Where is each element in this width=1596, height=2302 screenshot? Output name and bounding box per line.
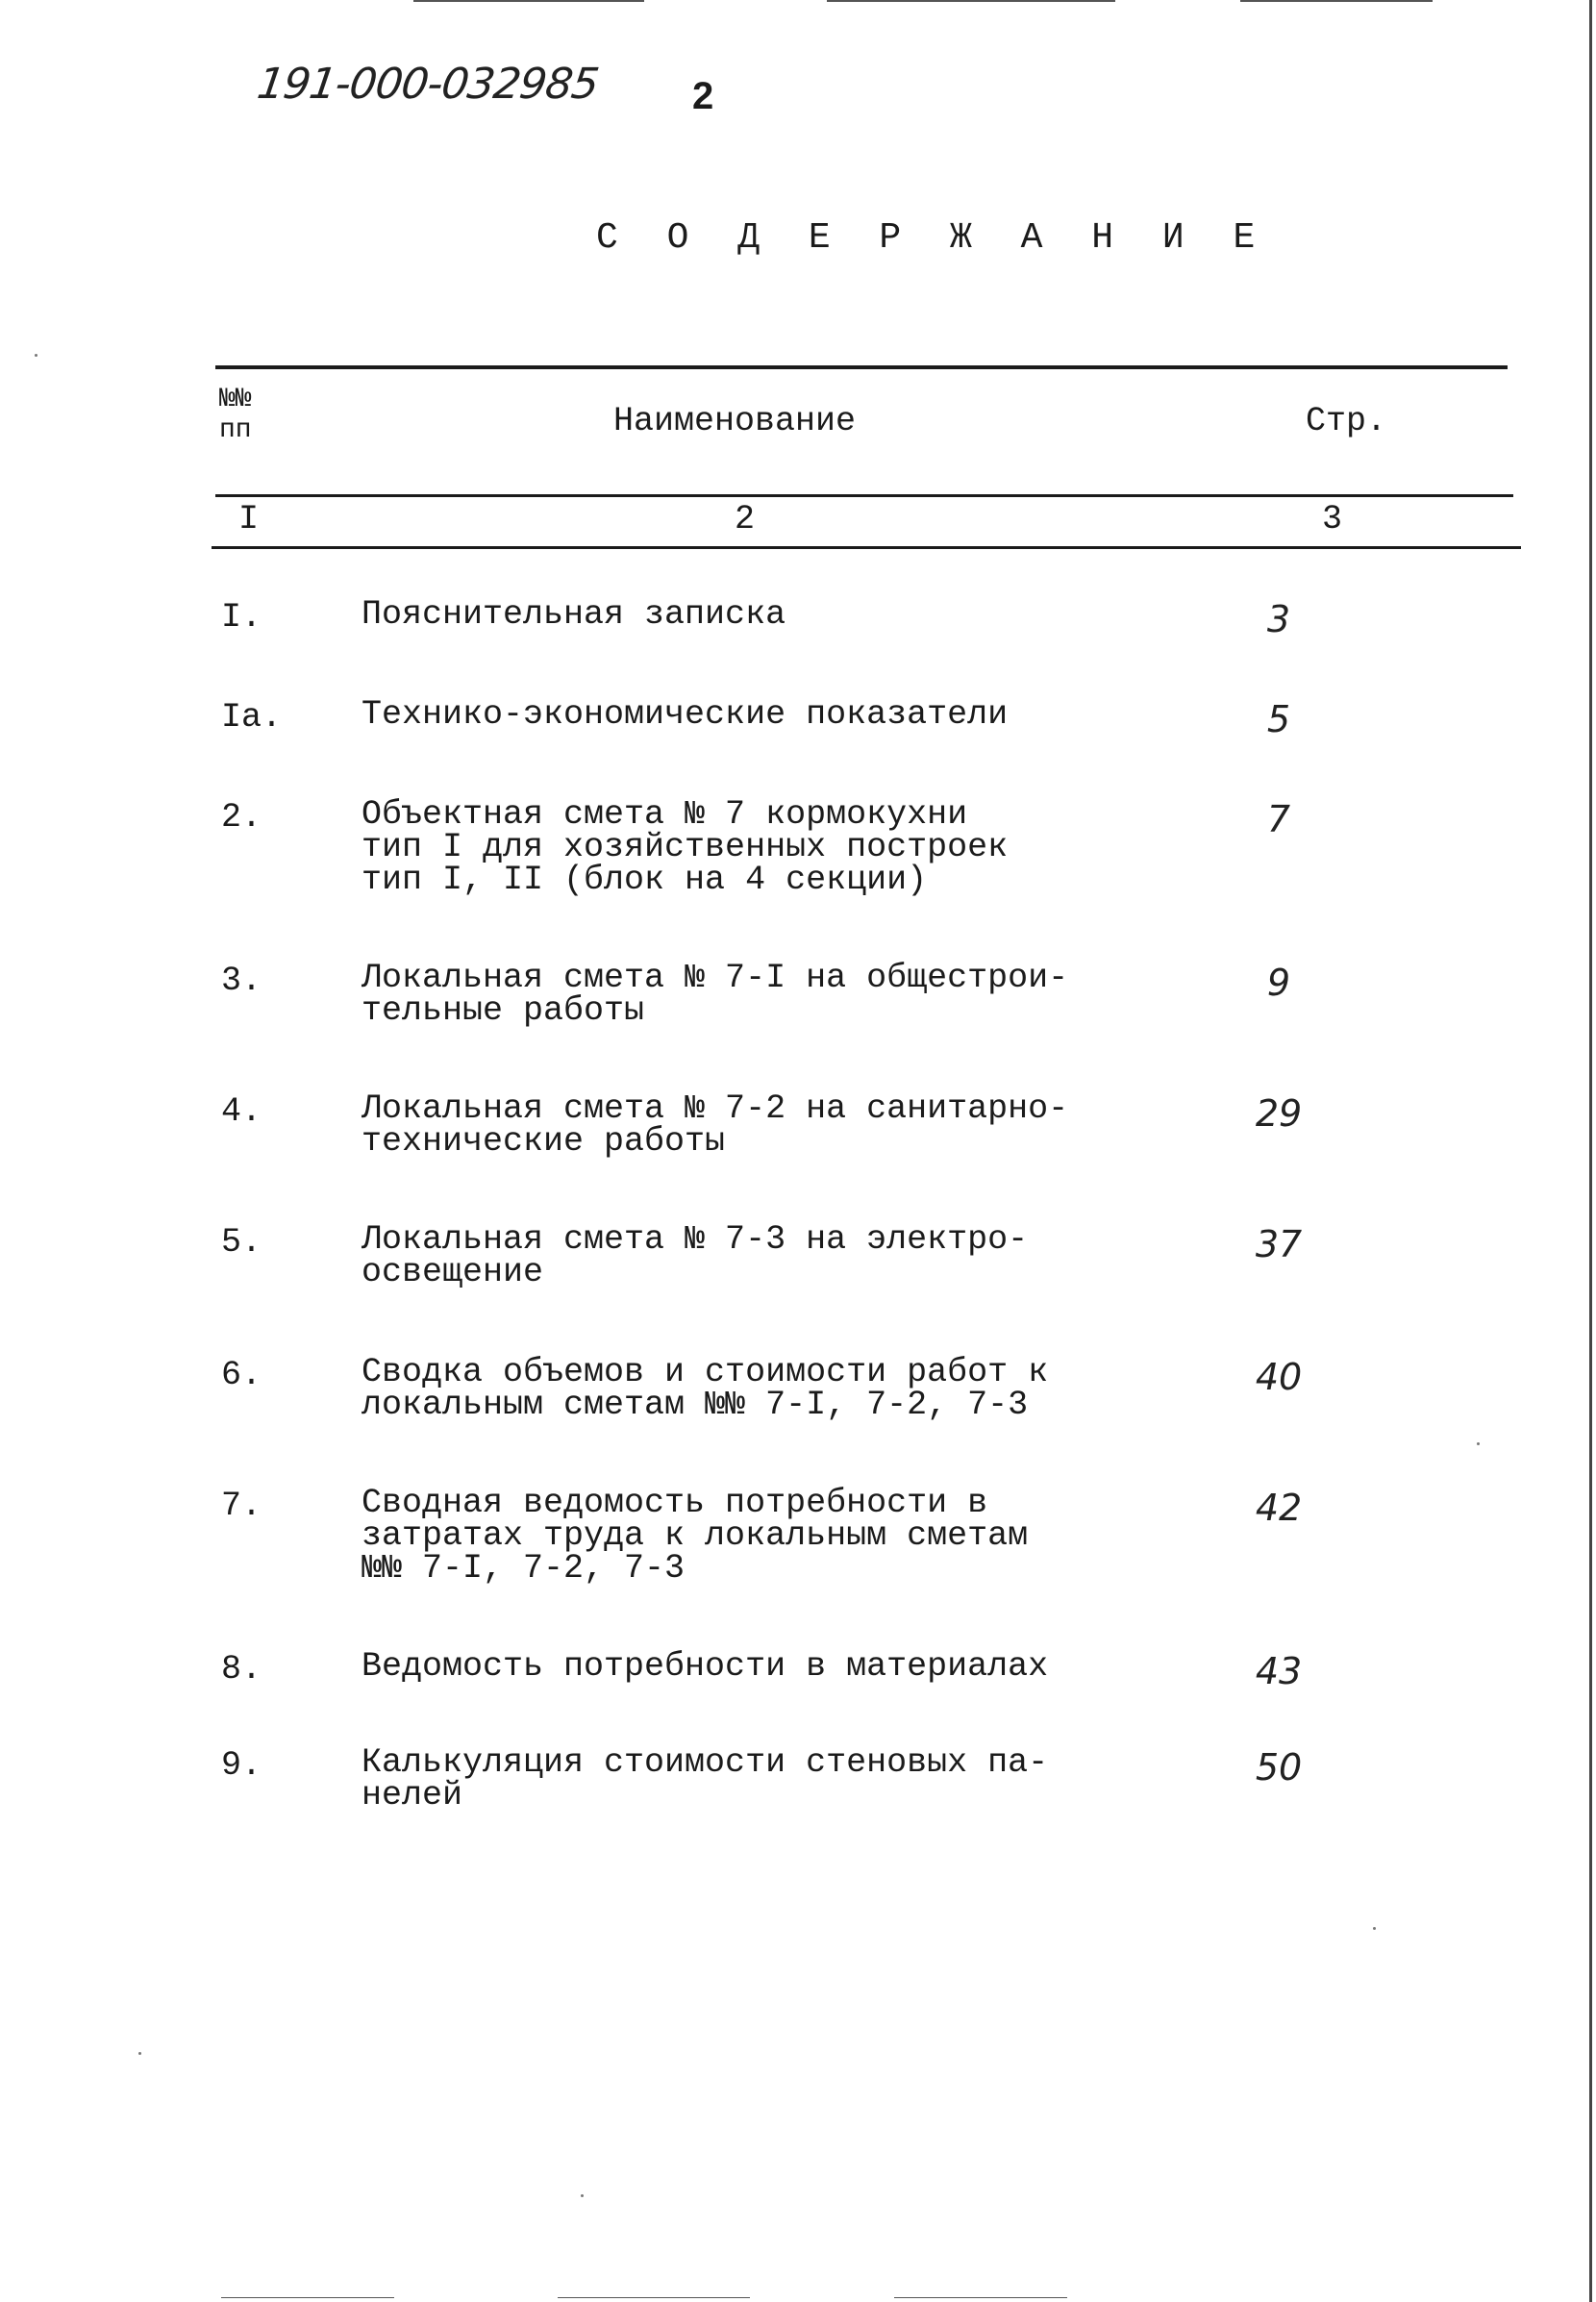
- scan-right-edge: [1589, 0, 1592, 2302]
- scan-edge-line: [413, 0, 644, 2]
- header-page-column: Стр.: [1306, 402, 1387, 440]
- row-title: Сводная ведомость потребности в затратах труда к локальным сметам №№ 7-I, 7-2, 7-3: [362, 1484, 1029, 1588]
- scan-speck: [138, 2052, 141, 2055]
- row-title: Сводка объемов и стоимости работ к локальным сметам №№ 7-I, 7-2, 7-3: [362, 1353, 1049, 1424]
- row-number: 9.: [221, 1746, 262, 1785]
- column-number-2: 2: [735, 500, 756, 538]
- row-page: 9: [1266, 962, 1291, 1004]
- row-page: 42: [1255, 1487, 1303, 1529]
- scan-speck: [35, 354, 37, 357]
- scan-edge-line: [827, 0, 1115, 2]
- row-page: 43: [1255, 1650, 1303, 1692]
- column-number-1: I: [238, 500, 260, 538]
- row-number: Iа.: [221, 698, 283, 737]
- row-title: Ведомость потребности в материалах: [362, 1647, 1049, 1686]
- column-number-3: 3: [1322, 500, 1343, 538]
- document-number: 191-000-032985: [254, 60, 602, 109]
- row-number: 8.: [221, 1650, 262, 1689]
- scan-speck: [1373, 1927, 1376, 1930]
- scan-speck: [1477, 1442, 1480, 1445]
- scan-bottom-line: [894, 2297, 1067, 2298]
- row-title: Технико-экономические показатели: [362, 695, 1009, 734]
- row-title: Локальная смета № 7-2 на санитарно- технические работы: [362, 1089, 1069, 1161]
- header-rule: [215, 494, 1513, 497]
- row-number: 7.: [221, 1487, 262, 1525]
- page-title: С О Д Е Р Ж А Н И Е: [596, 217, 1269, 259]
- row-page: 7: [1266, 798, 1291, 840]
- page-number: 2: [692, 75, 714, 117]
- header-number-label: №№ пп: [219, 385, 252, 445]
- scan-bottom-line: [221, 2297, 394, 2298]
- scan-speck: [581, 2194, 584, 2197]
- row-number: 2.: [221, 798, 262, 837]
- header-number-column: [219, 385, 252, 446]
- row-title: Пояснительная записка: [362, 595, 786, 634]
- row-title: Объектная смета № 7 кормокухни тип I для хозяйственных построек тип I, II (блок на 4 секции): [362, 795, 1009, 899]
- row-number: 5.: [221, 1223, 262, 1262]
- row-title: Локальная смета № 7-3 на электро- освещение: [362, 1220, 1029, 1291]
- row-title: Локальная смета № 7-I на общестрои- тельные работы: [362, 959, 1069, 1030]
- row-page: 29: [1255, 1092, 1303, 1135]
- row-title: Калькуляция стоимости стеновых па- нелей: [362, 1743, 1049, 1814]
- row-page: 3: [1266, 598, 1291, 640]
- scan-edge-line: [1240, 0, 1433, 2]
- header-name-column: Наименование: [613, 402, 857, 440]
- row-number: I.: [221, 598, 262, 637]
- table-top-rule: [215, 365, 1508, 369]
- row-page: 50: [1255, 1746, 1303, 1789]
- column-numbers-rule: [212, 546, 1521, 549]
- row-page: 5: [1266, 698, 1291, 740]
- row-page: 37: [1255, 1223, 1303, 1265]
- row-number: 6.: [221, 1356, 262, 1394]
- row-number: 3.: [221, 962, 262, 1000]
- scan-bottom-line: [558, 2297, 750, 2298]
- row-number: 4.: [221, 1092, 262, 1131]
- row-page: 40: [1255, 1356, 1303, 1398]
